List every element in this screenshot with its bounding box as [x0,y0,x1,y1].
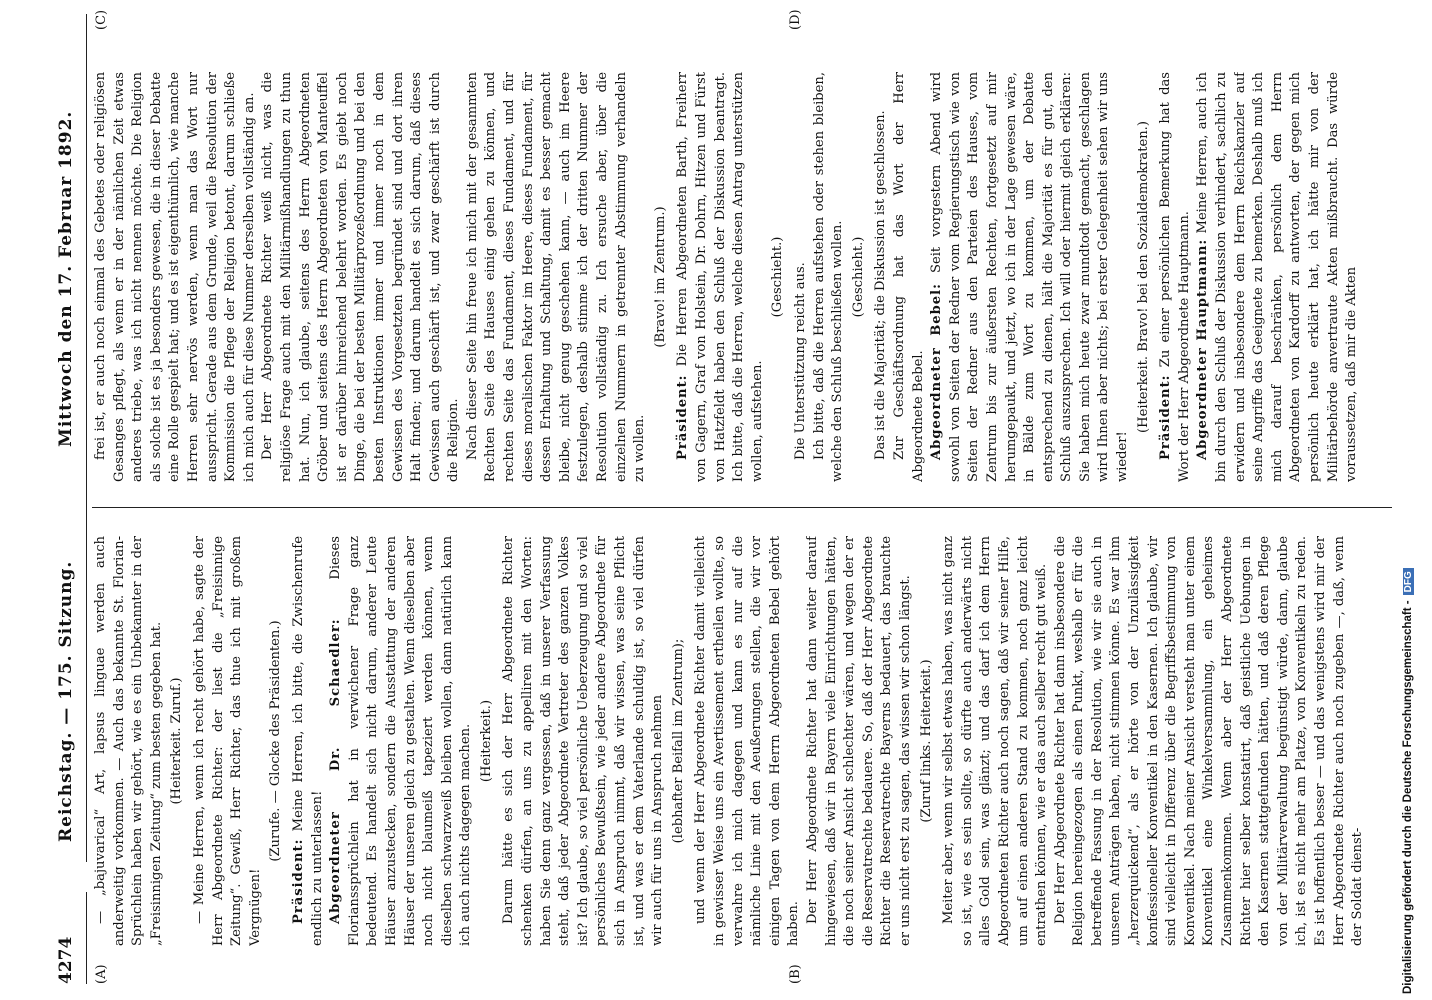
margin-marker-d: (D) [788,9,803,30]
session-date: Mittwoch den 17. Februar 1892. [56,110,76,447]
speaker-name: Präsident: [290,838,306,924]
text-column-left [92,536,1392,946]
stage-direction: (Bravo! im Zentrum.) [652,206,668,348]
stage-direction: (lebhafter Beifall im Zentrum); [670,638,686,844]
speaker-paragraph [290,536,327,946]
paragraph: Der Herr Abgeordnete Richter hat dann insbesondere die Religion hereingezogen als einen Punkt, weshalb er für die betreffende Fassung in der Resolution, wie wir sie auch in unseren Anträgen haben, nicht stimmen könne. Es war ihm „herzerquickend“, als er hörte von der Unzulässigkeit konfessioneller Konventikel in den Kasernen. Ich glaube, wir sind vielleicht in Differenz über die Begriffsbestimmung von Konventikel. Nach meiner Ansicht versteht man unter einem Konventikel eine Winkelversammlung, ein geheimes Zusammenkommen. Wenn aber der Herr Abgeordnete Richter hier selber konstatirt, daß geistliche Uebungen in den Kasernen stattgefunden hätten, und daß deren Pflege von der Militärverwaltung begünstigt würde, dann, glaube ich, ist es nicht mehr am Platze, von Konventikeln zu reden. Es ist hoffentlich besser — und das wenigstens wird mir der Herr Abgeordnete Richter auch noch zugeben —, daß, wenn der Soldat dienst- [1052,536,1366,946]
credit-text: Digitalisierung gefördert durch die Deutsche Forschungsgemeinschaft - [1402,600,1414,994]
dfg-logo: DFG [1403,568,1414,595]
margin-marker-a: (A) [94,964,109,984]
speaker-paragraph [928,72,1133,482]
speech-text: Die Herren Abgeordneten Barth, Freiherr von Gagern, Graf von Holstein, Dr. Dohrn, Hitzen und Fürst von Hatzfeldt haben den Schluß der Diskussion beantragt. Ich bitte, daß die Herren, welche diesen Antrag unterstützen wollen, aufstehen. [675,72,765,482]
speaker-paragraph [327,536,476,946]
stage-direction: (Zuruf links. Heiterkeit.) [918,659,934,823]
speaker-name: Präsident: [675,374,691,460]
speech-text: Meine Herren, auch ich bin durch den Schluß der Diskussion verhindert, sachlich zu erwidern und insbesondere dem Herrn Reichskanzler auf seine Angriffe das Geeignete zu bemerken. Deshalb muß ich mich darauf beschränken, persönlich dem Herrn Abgeordneten von Kardorff zu antworten, der gegen mich persönlich heute erklärt hat, ich hätte mir von der Militärbehörde anvertraute Akten mißbraucht. Das würde voraussetzen, daß mir die Akten [1195,72,1360,482]
session-title: Reichstag. — 175. Sitzung. [56,560,76,842]
paragraph: Darum hätte es sich der Herr Abgeordnete Richter schenken dürfen, an uns zu appelliren mit den Worten: haben Sie denn ganz vergessen, daß in unserer Verfassung steht, daß jeder Abgeordnete Vertreter des ganzen Volkes ist? Ich glaube, so viel persönliche Ueberzeugung und so viel persönliches Bewußtsein, wie jeder andere Abgeordnete für sich in Anspruch nimmt, daß wir wissen, was seine Pflicht ist, und was er dem Vaterlande schuldig ist, so viel dürfen wir auch für uns in Anspruch nehmen [501,536,666,946]
page-header [48,7,88,992]
speech-text: Seit vorgestern Abend wird sowohl von Seiten der Redner vom Regierungstisch wie von Seiten der Redner aus den Parteien des Hauses, vom Zentrum bis zur äußersten Rechten, fortgesetzt auf mir herumgepaukt, und jetzt, wo ich in der Lage gewesen wäre, in Bälde zum Wort zu kommen, um der Debatte entsprechend zu dienen, hält die Majorität es für gut, den Schluß auszusprechen. Ich will oder hiermit gleich erklären: Sie haben mich heute zwar mundtodt gemacht, geschlagen wird Ihnen aber nichts; bei erster Gelegenheit sehen wir uns wieder! [929,72,1131,482]
paragraph: — „bajuvarical“ Art, lapsus linguae werden auch anderweitig vorkommen. — Auch das bekannte St. Florian-Sprüchlein haben wir gehört, wie es ein Unbekannter in der „Freisinnigen Zeitung“ zum besten gegeben hat. [93,536,164,946]
speaker-name: Abgeordneter Bebel: [929,283,945,460]
paragraph: Der Herr Abgeordnete Richter weiß nicht, was die religiöse Frage auch mit den Militärmißhandlungen zu thun hat. Nun, ich glaube, seitens des Herrn Abgeordneten Gröber und seitens des Herrn Abgeordneten von Manteuffel ist er darüber hinreichend belehrt worden. Es giebt noch Dinge, die bei der besten Militärprozeßordnung und bei den besten Instruktionen immer und immer noch in dem Gewissen des Vorgesetzten begründet sind und dort ihren Halt finden; und darum handelt es sich darum, daß dieses Gewissen auch geschärft ist, und zwar geschärft ist durch die Religion. [260,72,462,482]
rotated-page [48,7,1408,992]
paragraph: Das ist die Majorität; die Diskussion ist geschlossen. [873,110,889,460]
speaker-name: Abgeordneter Hauptmann: [1195,238,1211,460]
column-divider [92,507,1392,508]
paragraph: Meiter aber, wenn wir selbst etwas haben, was nicht ganz so ist, wie es sein sollte, so dürfte auch anderwärts nicht alles Gold sein, was glänzt; und das darf ich dem Herrn Abgeordneten Richter auch noch sagen, daß wir seiner Hilfe, um auf einen anderen Stand zu kommen, noch ganz leicht entrathen können, wie er das auch selber recht gut weiß. [941,536,1050,946]
paragraph: Nach dieser Seite hin freue ich mich mit der gesammten Rechten Seite des Hauses einig gehen zu können, und rechten Seite das Fundament, dieses Fundament, und für dieses moralischen Faktor im Heere, dieses Fundament, für dessen Erhaltung und Schaltung, damit es besser gemacht bleibe, nicht genug geschehen kann, — auch im Heere festzulegen, deshalb stimme ich der dritten Nummer der Resolution vollständig zu. Ich ersuche aber, über die einzelnen Nummern in getrennter Abstimmung verhandeln zu wollen. [464,72,648,482]
stage-direction: (Zurufe. — Glocke des Präsidenten.) [268,620,284,862]
stage-direction: (Heiterkeit. Zuruf.) [169,677,185,805]
digitization-credit [1402,9,1426,994]
speech-text: Meine Herren, ich bitte, die Zwischenrufe endlich zu unterlassen! [290,536,325,946]
text-column-right [92,72,1392,482]
speaker-paragraph [674,72,767,482]
stage-direction: (Heiterkeit.) [478,699,494,783]
paragraph: Ich bitte, daß die Herren aufstehen oder stehen bleiben, welche den Schluß beschließen wollen. [811,72,846,482]
paragraph: Der Herr Abgeordnete Richter hat dann weiter darauf hingewiesen, daß wir in Bayern viele Einrichtungen hätten, die noch seiner Ansicht schlechter wären, und wegen der er die Reservatrechte bedauere. So, daß der Herr Abgeordnete Richter die Reservatrechte Bayerns bedauert, das brauchte er uns nicht erst zu sagen, das wissen wir schon längst. [804,536,913,946]
speech-text: Zu einer persönlichen Bemerkung hat das Wort der Herr Abgeordnete Hauptmann. [1158,72,1192,482]
header-rule [86,14,87,862]
paragraph: — Meine Herren, wenn ich recht gehört habe, sagte der Herr Abgeordnete Richter: der liest die „Freisinnige Zeitung“. Gewiß, Herr Richter, das thue ich mit großem Vergnügen! [191,536,263,946]
paragraph: Die Unterstützung reicht aus. [792,262,808,460]
speaker-name: Abgeordneter Dr. Schaedler: [328,618,344,924]
speech-text: Dieses Florianssprüchlein hat in verwichener Frage ganz bedeutend. Es handelt sich nicht darum, anderer Leute Häuser anzustecken, sondern die Ausstattung der anderen Häuser der unseren gleich zu gestalten. Wenn dieselben aber noch nicht blaumeiß tapeziert werden können, wenn dieselben schwarzweiß bleiben wollen, dann natürlich kann ich auch nichts dagegen machen. [328,536,474,946]
header-rule-left [86,892,87,984]
speaker-paragraph [1157,72,1194,482]
page-number: 4274 [56,936,76,984]
paragraph: frei ist, er auch noch einmal des Gebetes oder religiösen Gesanges pflegt, als wenn er in der nämlichen Zeit etwas anderes triebe, was ich nicht nennen möchte. Die Religion als solche ist es ja besonders gewesen, die in dieser Debatte eine Rolle gespielt hat; und es ist eigenthümlich, wie manche Herren sehr nervös werden, wenn man das Wort nur ausspricht. Gerade aus dem Grunde, weil die Resolution der Kommission die Pflege der Religion betont, darum schließe ich mich auch für diese Nummer derselben vollständig an. [93,72,257,482]
paragraph: und wenn der Herr Abgeordnete Richter damit vielleicht in gewisser Weise uns ein Avertissement ertheilen wollte, so verwahre ich mich dagegen und kann es nur auf die nämliche Linie mit den Aeußerungen stellen, die wir vor einigen Tagen von dem Herrn Abgeordneten Bebel gehört haben. [693,536,802,946]
stage-direction: (Heiterkeit. Bravo! bei den Sozialdemokraten.) [1135,121,1151,433]
speaker-name: Präsident: [1158,374,1174,460]
speaker-paragraph [1194,72,1361,482]
stage-direction: (Geschieht.) [850,236,866,318]
paragraph: Zur Geschäftsordnung hat das Wort der Herr Abgeordnete Bebel. [891,72,926,482]
stage-direction: (Geschieht.) [770,236,786,318]
margin-marker-c: (C) [94,9,109,30]
margin-marker-b: (B) [788,964,803,984]
